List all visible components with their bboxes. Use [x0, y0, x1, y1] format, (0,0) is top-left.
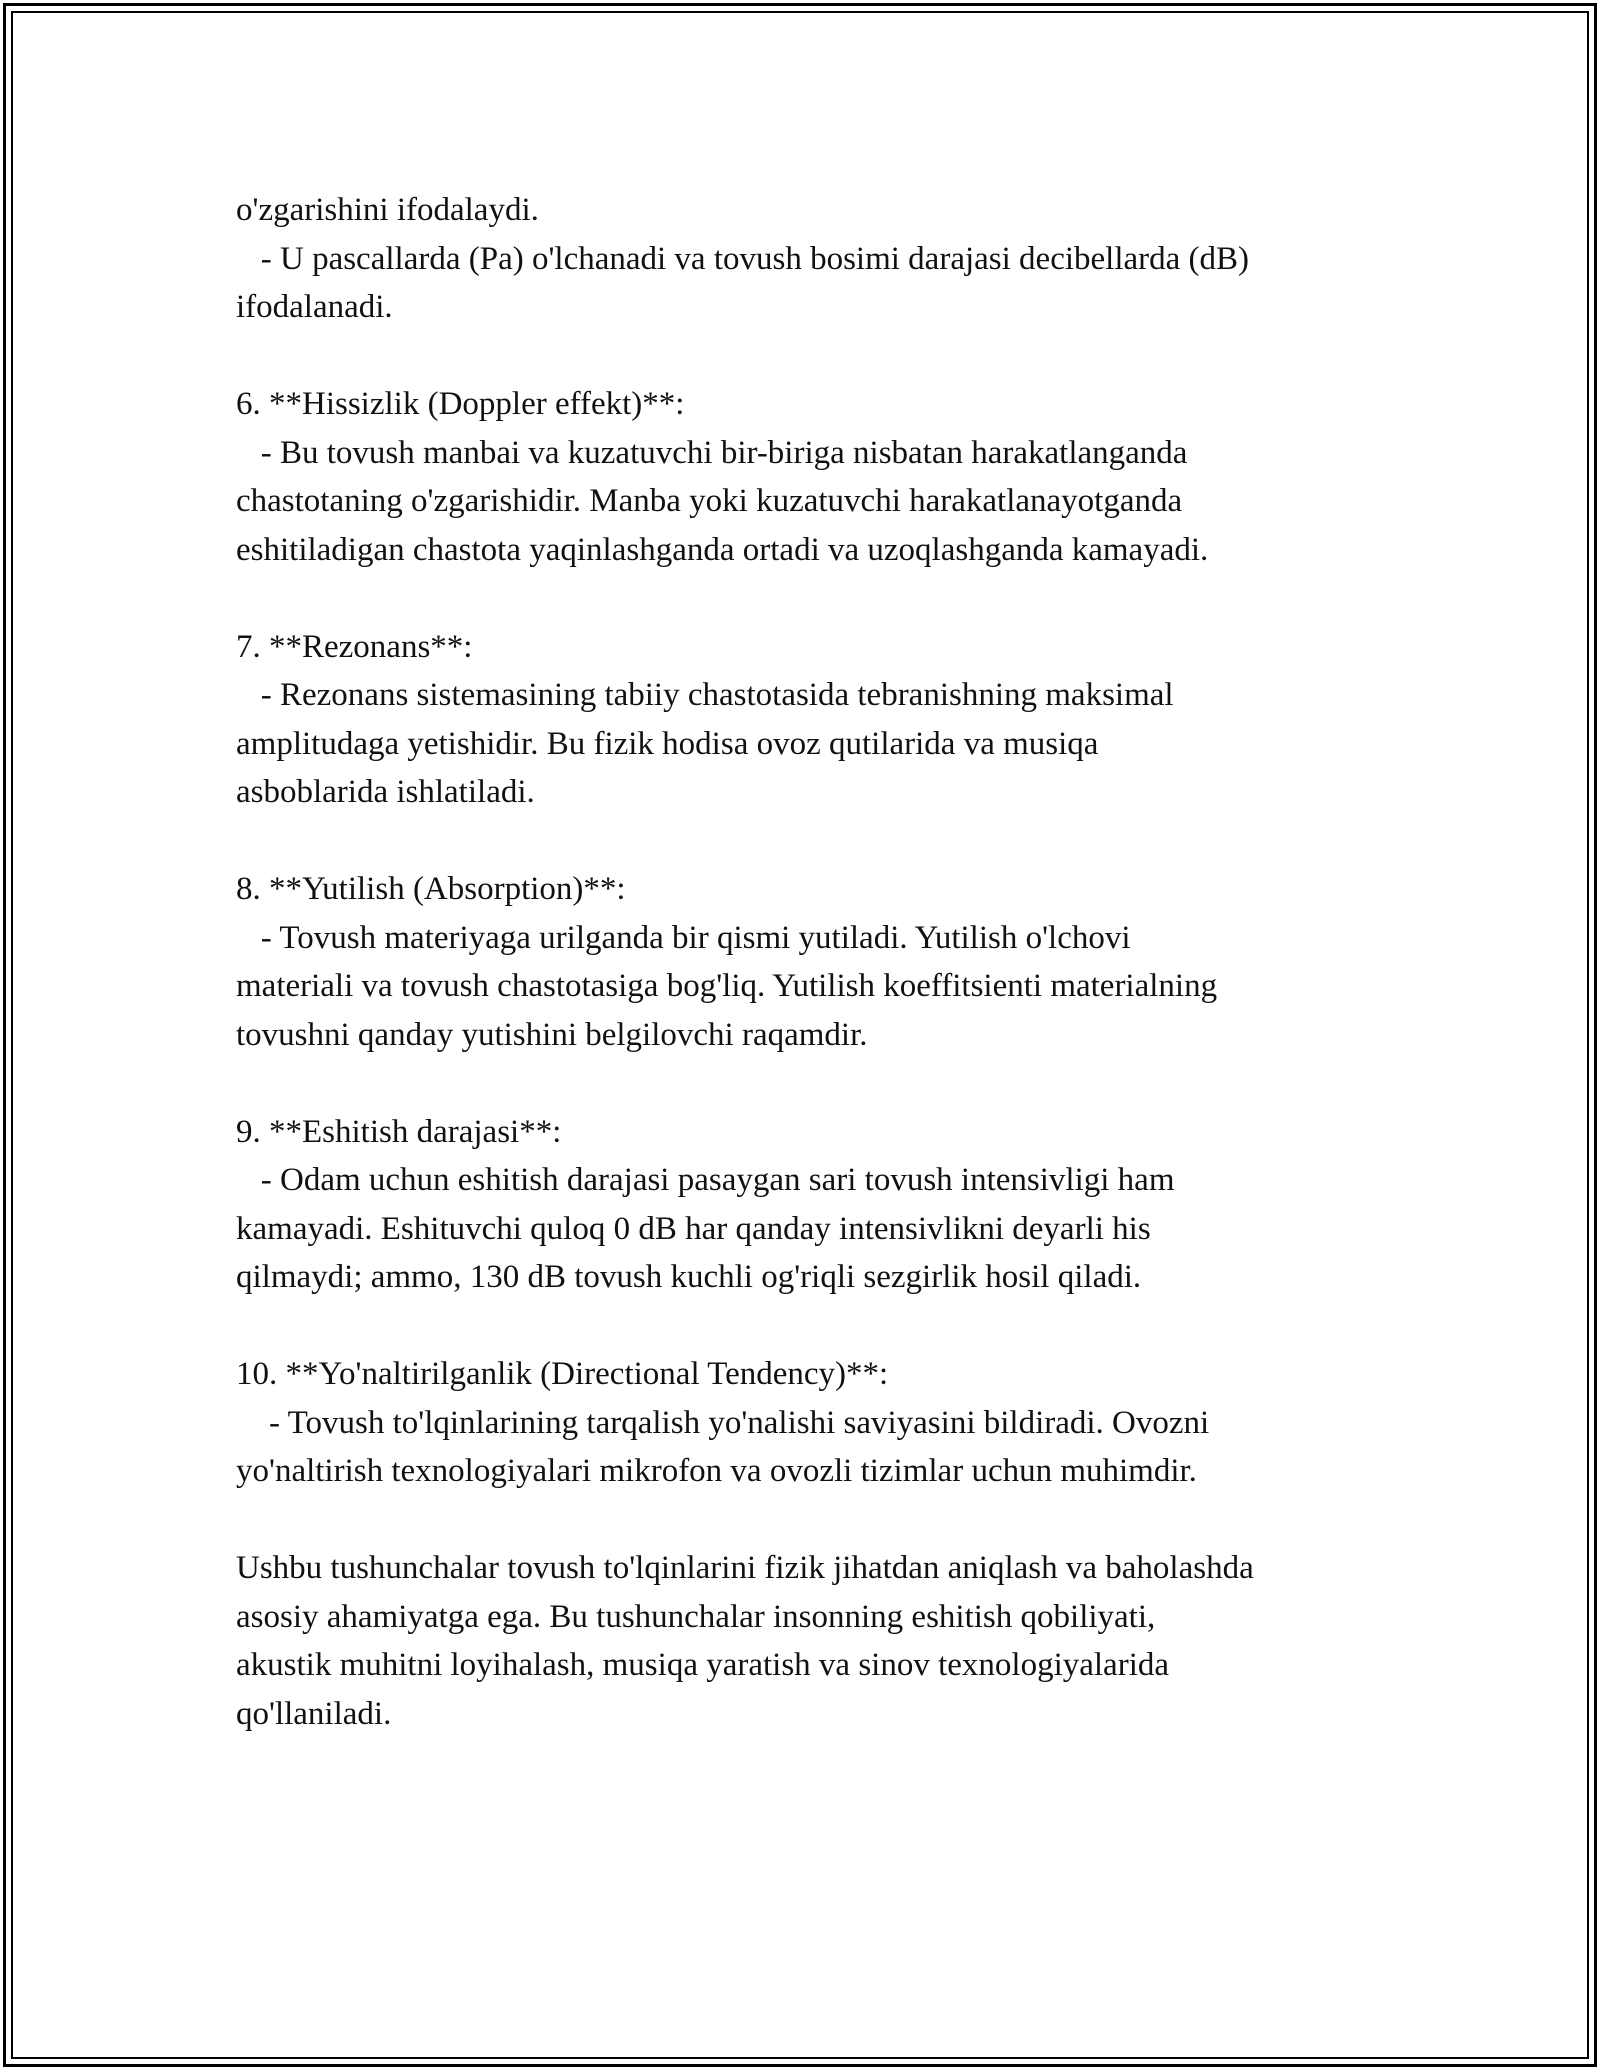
text-line: asboblarida ishlatiladi. [236, 774, 535, 810]
section-heading: 9. **Eshitish darajasi**: [236, 1113, 562, 1150]
text-line: asosiy ahamiyatga ega. Bu tushunchalar insonning eshitish qobiliyati, [236, 1598, 1156, 1635]
text-line: - Bu tovush manbai va kuzatuvchi bir-biriga nisbatan harakatlanganda [236, 434, 1188, 471]
section-heading: 6. **Hissizlik (Doppler effekt)**: [236, 386, 685, 422]
text-line: - Odam uchun eshitish darajasi pasaygan sari tovush intensivligi ham [236, 1162, 1175, 1198]
paragraph-gap [236, 574, 1396, 623]
section-directional [236, 1350, 1396, 1496]
text-line: kamayadi. Eshituvchi quloq 0 dB har qanday intensivlikni deyarli his [236, 1210, 1151, 1247]
section-heading: 10. **Yo'naltirilganlik (Directional Tendency)**: [236, 1356, 889, 1392]
text-line: chastotaning o'zgarishidir. Manba yoki kuzatuvchi harakatlanayotganda [236, 483, 1183, 519]
text-line: eshitiladigan chastota yaqinlashganda ortadi va uzoqlashganda kamayadi. [236, 531, 1209, 568]
text-line: qo'llaniladi. [236, 1695, 392, 1732]
section-absorption [236, 865, 1396, 1059]
section-doppler [236, 380, 1396, 574]
section-hearing-level [236, 1108, 1396, 1302]
intro-paragraph [236, 186, 1396, 332]
text-line: o'zgarishini ifodalaydi. [236, 192, 539, 228]
text-line: - Tovush materiyaga urilganda bir qismi yutiladi. Yutilish o'lchovi [236, 919, 1131, 956]
text-line: - Rezonans sistemasining tabiiy chastotasida tebranishning maksimal [236, 677, 1174, 713]
conclusion-paragraph [236, 1544, 1396, 1738]
paragraph-gap [236, 1059, 1396, 1108]
text-line: materiali va tovush chastotasiga bog'liq. Yutilish koeffitsienti materialning [236, 968, 1218, 1004]
text-line: amplitudaga yetishidir. Bu fizik hodisa ovoz qutilarida va musiqa [236, 725, 1099, 762]
text-line: - U pascallarda (Pa) o'lchanadi va tovush bosimi darajasi decibellarda (dB) [236, 240, 1250, 277]
paragraph-gap [236, 817, 1396, 866]
section-heading: 7. **Rezonans**: [236, 628, 473, 665]
text-line: tovushni qanday yutishini belgilovchi raqamdir. [236, 1016, 868, 1053]
section-heading: 8. **Yutilish (Absorption)**: [236, 871, 626, 907]
paragraph-gap [236, 332, 1396, 381]
text-line: qilmaydi; ammo, 130 dB tovush kuchli og'riqli sezgirlik hosil qiladi. [236, 1259, 1142, 1295]
paragraph-gap [236, 1302, 1396, 1351]
text-line: Ushbu tushunchalar tovush to'lqinlarini fizik jihatdan aniqlash va baholashda [236, 1550, 1254, 1586]
text-line: akustik muhitni loyihalash, musiqa yaratish va sinov texnologiyalarida [236, 1647, 1170, 1683]
document-body [236, 186, 1396, 1738]
text-line: yo'naltirish texnologiyalari mikrofon va ovozli tizimlar uchun muhimdir. [236, 1453, 1197, 1489]
text-line: ifodalanadi. [236, 289, 393, 325]
text-line: - Tovush to'lqinlarining tarqalish yo'nalishi saviyasini bildiradi. Ovozni [236, 1404, 1210, 1441]
section-resonance [236, 623, 1396, 817]
paragraph-gap [236, 1496, 1396, 1545]
